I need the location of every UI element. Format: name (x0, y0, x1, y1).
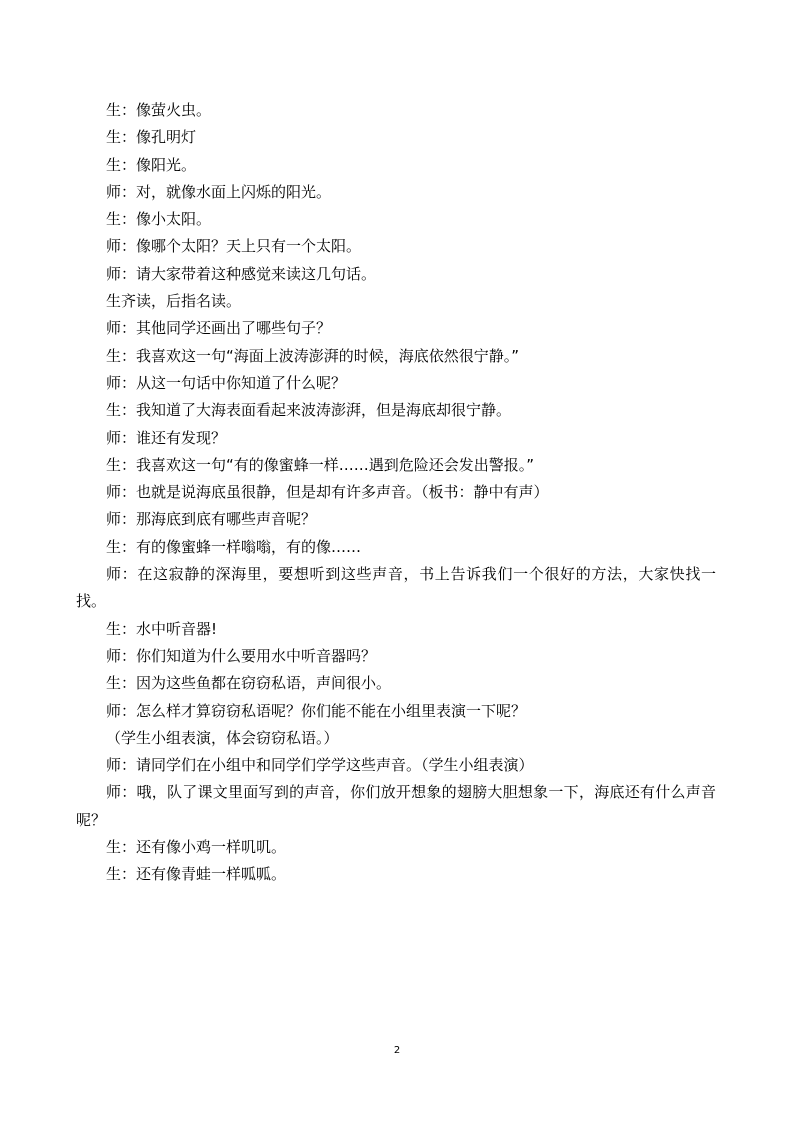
paragraph: 师：其他同学还画出了哪些句子？ (106, 319, 332, 338)
paragraph: 师：怎么样才算窃窃私语呢？你们能不能在小组里表演一下呢？ (106, 701, 527, 720)
paragraph: 师：请大家带着这种感觉来读这几句话。 (106, 264, 377, 283)
paragraph: 生：我知道了大海表面看起来波涛澎湃，但是海底却很宁静。 (106, 401, 512, 420)
paragraph: 师：那海底到底有哪些声音呢？ (106, 510, 317, 529)
paragraph: 师：哦，队了课文里面写到的声音，你们放开想象的翅膀大胆想象一下，海底还有什么声音呢？ (76, 783, 716, 829)
paragraph: 生：像孔明灯 (106, 128, 197, 147)
paragraph: 师：请同学们在小组中和同学们学学这些声音。（学生小组表演） (106, 756, 534, 775)
paragraph: 生：像阳光。 (106, 155, 197, 174)
paragraph: 师：像哪个太阳？天上只有一个太阳。 (106, 237, 362, 256)
paragraph: 生：还有像青蛙一样呱呱。 (106, 865, 287, 884)
paragraph: 师：在这寂静的深海里，要想听到这些声音，书上告诉我们一个很好的方法，大家快找一找。 (76, 565, 716, 611)
paragraph: 生：像小太阳。 (106, 210, 212, 229)
paragraph: 生：有的像蜜蜂一样嗡嗡，有的像…… (106, 537, 362, 556)
document-body (76, 97, 716, 889)
paragraph: 生：我喜欢这一句“海面上波涛澎湃的时候，海底依然很宁静。” (106, 346, 520, 365)
paragraph: （学生小组表演，体会窃窃私语。） (106, 728, 339, 747)
paragraph: 生：水中听音器! (106, 619, 218, 638)
paragraph: 生齐读，后指名读。 (106, 292, 242, 311)
paragraph: 生：因为这些鱼都在窃窃私语，声间很小。 (106, 674, 392, 693)
paragraph: 师：你们知道为什么要用水中听音器吗？ (106, 646, 377, 665)
paragraph: 生：还有像小鸡一样叽叽。 (106, 838, 287, 857)
paragraph: 生：像萤火虫。 (106, 101, 212, 119)
paragraph: 师：从这一句话中你知道了什么呢？ (106, 373, 347, 392)
paragraph: 师：对，就像水面上闪烁的阳光。 (106, 182, 332, 201)
paragraph: 生：我喜欢这一句“有的像蜜蜂一样……遇到危险还会发出警报。” (106, 455, 535, 474)
paragraph: 师：也就是说海底虽很静，但是却有许多声音。（板书：静中有声） (106, 483, 549, 502)
page-number: 2 (393, 1045, 401, 1056)
paragraph: 师：谁还有发现？ (106, 428, 227, 447)
